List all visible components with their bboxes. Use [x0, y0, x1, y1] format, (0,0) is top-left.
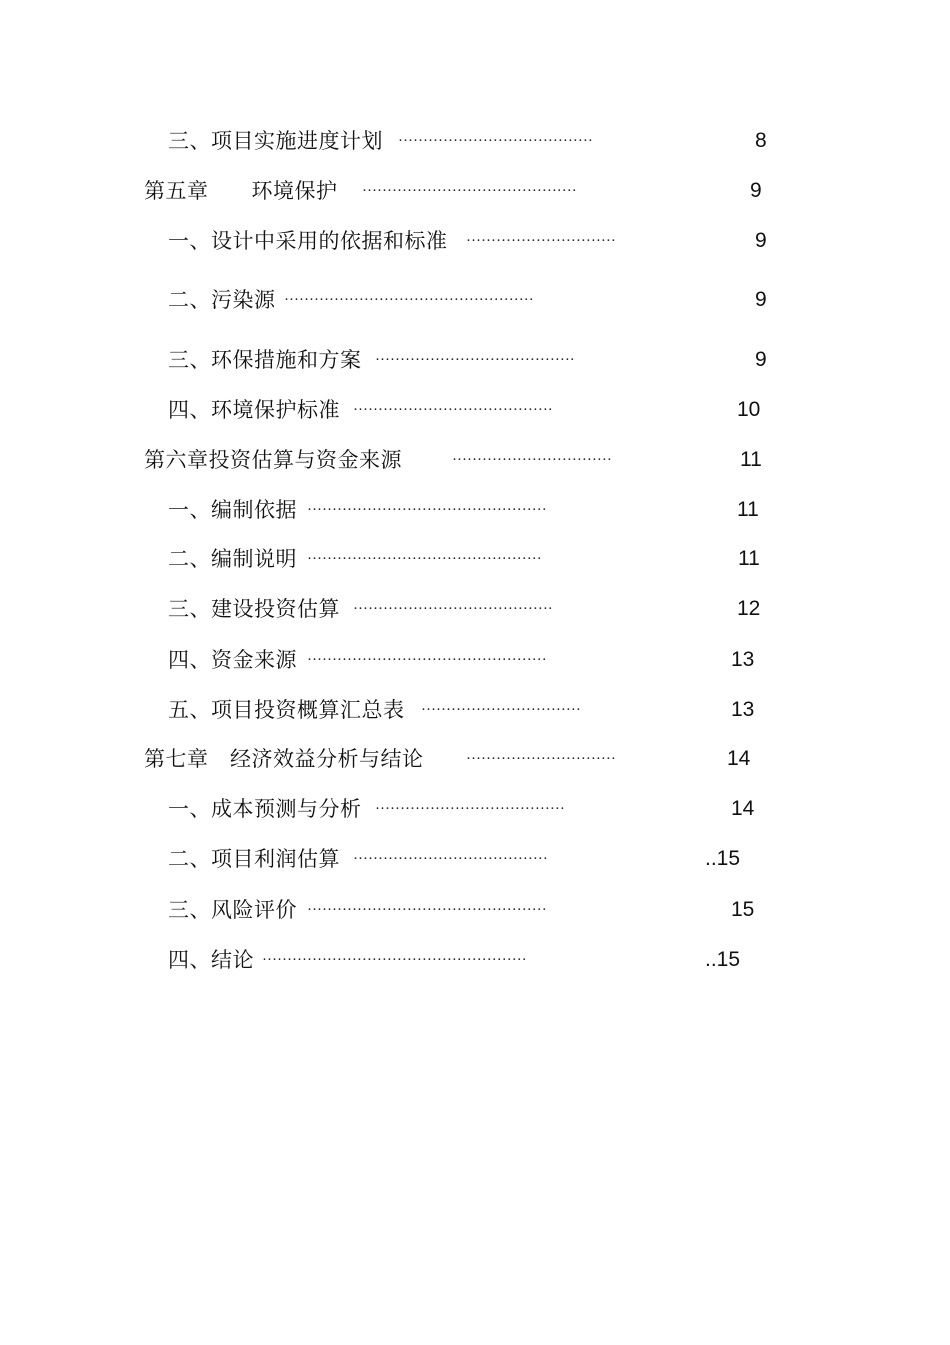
toc-entry-page: 15	[731, 898, 755, 921]
toc-entry[interactable]	[0, 126, 950, 156]
toc-entry[interactable]	[0, 594, 950, 624]
toc-entry-leader: ·······································	[398, 133, 593, 149]
toc-entry-title: 第五章 环境保护	[144, 179, 338, 203]
toc-entry-title: 一、设计中采用的依据和标准	[168, 229, 448, 253]
toc-entry[interactable]	[0, 744, 950, 774]
toc-entry[interactable]	[0, 945, 950, 975]
toc-entry-leader: ········································	[353, 402, 553, 418]
toc-entry-title: 三、风险评价	[168, 898, 297, 922]
toc-entry-leader: ······································	[375, 801, 565, 817]
toc-entry-title: 三、建设投资估算	[168, 597, 340, 621]
toc-entry-leader: ················································	[307, 652, 547, 668]
toc-entry-page: 11	[737, 498, 759, 521]
toc-entry-page: ..15	[705, 948, 741, 971]
toc-entry[interactable]	[0, 844, 950, 874]
toc-entry[interactable]	[0, 645, 950, 675]
toc-entry-title: 四、资金来源	[168, 648, 297, 672]
toc-entry[interactable]	[0, 895, 950, 925]
toc-entry-page: 13	[731, 698, 755, 721]
toc-entry-page: 14	[727, 747, 751, 770]
toc-entry[interactable]	[0, 395, 950, 425]
toc-entry-page: 12	[737, 597, 761, 620]
toc-entry-title: 第六章投资估算与资金来源	[144, 448, 402, 472]
toc-entry-leader: ································	[421, 702, 581, 718]
toc-entry-title: 三、环保措施和方案	[168, 348, 362, 372]
toc-entry-page: 9	[750, 179, 762, 202]
toc-entry-title: 第七章 经济效益分析与结论	[144, 747, 424, 771]
toc-entry-page: 11	[740, 448, 762, 471]
toc-entry-leader: ·····················································	[262, 952, 527, 968]
toc-entry-leader: ················································	[307, 902, 547, 918]
toc-entry-page: 11	[738, 547, 760, 570]
toc-entry-page: 8	[755, 129, 767, 152]
toc-entry[interactable]	[0, 495, 950, 525]
toc-entry-leader: ···············································	[307, 551, 542, 567]
toc-entry[interactable]	[0, 794, 950, 824]
toc-entry-title: 一、编制依据	[168, 498, 297, 522]
toc-entry-leader: ······························	[466, 751, 616, 767]
toc-entry-page: 10	[737, 398, 761, 421]
toc-entry-page: 9	[755, 348, 767, 371]
toc-entry-leader: ········································	[353, 601, 553, 617]
toc-entry-leader: ································	[452, 452, 612, 468]
toc-entry-title: 三、项目实施进度计划	[168, 129, 383, 153]
toc-entry[interactable]	[0, 544, 950, 574]
toc-entry[interactable]	[0, 345, 950, 375]
toc-entry-leader: ········································	[375, 352, 575, 368]
toc-entry-page: ..15	[705, 847, 741, 870]
toc-entry[interactable]	[0, 226, 950, 256]
toc-entry-title: 四、结论	[168, 948, 254, 972]
toc-entry-leader: ··················································	[284, 292, 534, 308]
toc-entry-title: 四、环境保护标准	[168, 398, 340, 422]
toc-entry[interactable]	[0, 445, 950, 475]
toc-entry[interactable]	[0, 285, 950, 315]
toc-entry[interactable]	[0, 176, 950, 206]
toc-entry-title: 二、编制说明	[168, 547, 297, 571]
toc-entry-title: 二、项目利润估算	[168, 847, 340, 871]
toc-entry-page: 14	[731, 797, 755, 820]
toc-entry-leader: ···········································	[362, 183, 577, 199]
toc-entry-leader: ················································	[307, 502, 547, 518]
toc-entry-leader: ······························	[466, 233, 616, 249]
toc-entry-page: 9	[755, 229, 767, 252]
toc-entry-title: 一、成本预测与分析	[168, 797, 362, 821]
toc-entry[interactable]	[0, 695, 950, 725]
toc-entry-title: 五、项目投资概算汇总表	[168, 698, 405, 722]
toc-entry-title: 二、污染源	[168, 288, 276, 312]
toc-entry-page: 13	[731, 648, 755, 671]
toc-entry-leader: ·······································	[353, 851, 548, 867]
toc-entry-page: 9	[755, 288, 767, 311]
